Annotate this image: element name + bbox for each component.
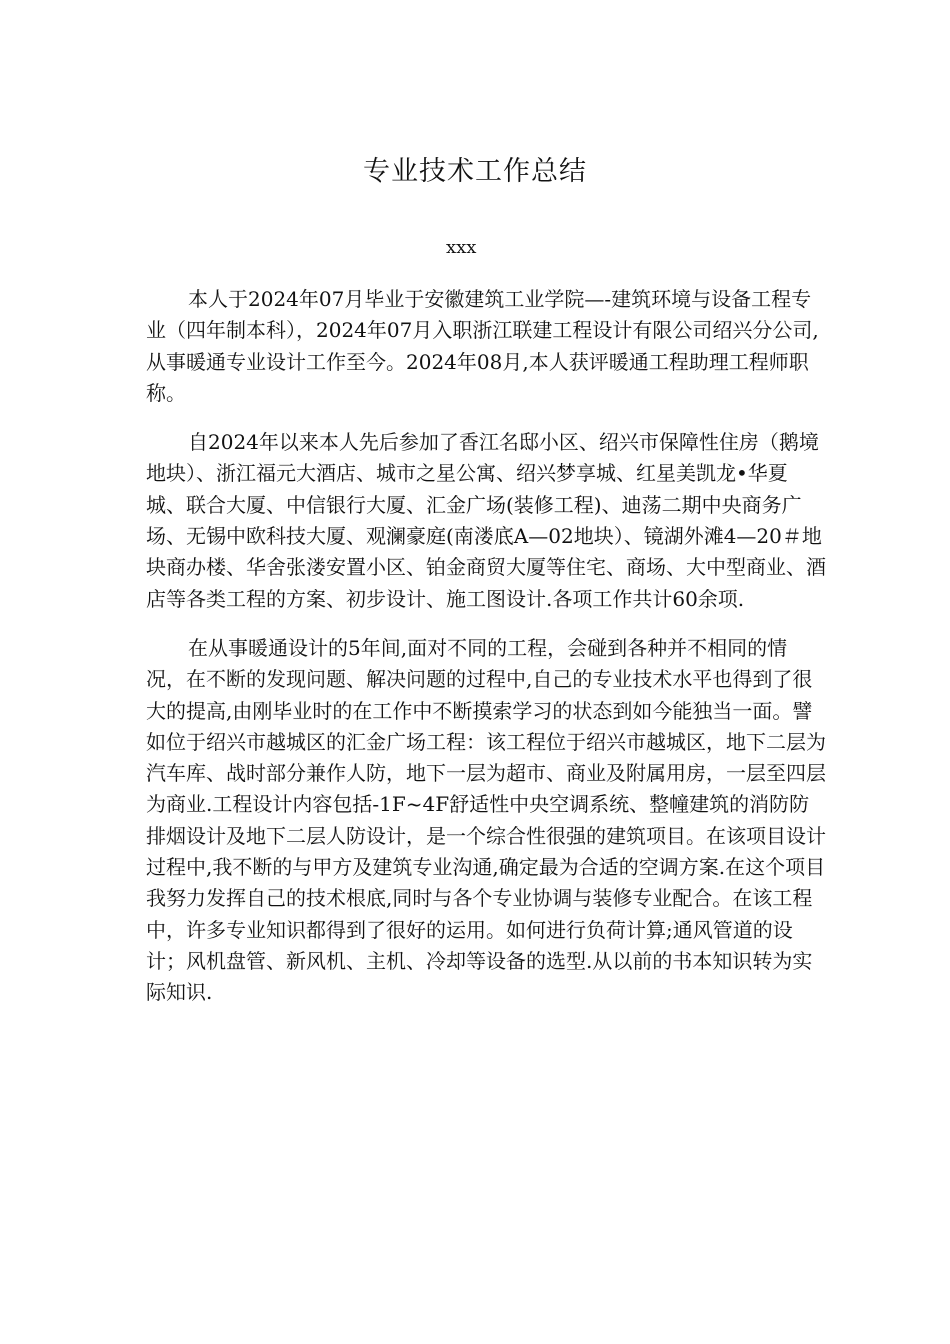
paragraph-experience: 在从事暖通设计的5年间,面对不同的工程，会碰到各种并不相同的情况，在不断的发现问题、解决问题的过程中,自己的专业技术水平也得到了很大的提高,由刚毕业时的在工作中不断摸索学习的状态到如今能独当一面。譬如位于绍兴市越城区的汇金广场工程：该工程位于绍兴市越城区，地下二层为汽车库、战时部分兼作人防，地下一层为超市、商业及附属用房，一层至四层为商业.工程设计内容包括-1F~4F舒适性中央空调系统、整幢建筑的消防防排烟设计及地下二层人防设计，是一个综合性很强的建筑项目。在该项目设计过程中,我不断的与甲方及建筑专业沟通,确定最为合适的空调方案.在这个项目我努力发挥自己的技术根底,同时与各个专业协调与装修专业配合。在该工程中，许多专业知识都得到了很好的运用。如何进行负荷计算;通风管道的设计；风机盘管、新风机、主机、冷却等设备的选型.从以前的书本知识转为实际知识. (146, 635, 826, 1005)
paragraph-education: 本人于2024年07月毕业于安徽建筑工业学院—-建筑环境与设备工程专业（四年制本科），2024年07月入职浙江联建工程设计有限公司绍兴分公司,从事暖通专业设计工作至今。2024年08月,本人获评暖通工程助理工程师职称。 (146, 287, 819, 405)
paragraph-projects: 自2024年以来本人先后参加了香江名邸小区、绍兴市保障性住房（鹅境地块）、浙江福元大酒店、城市之星公寓、绍兴梦享城、红星美凯龙•华夏城、联合大厦、中信银行大厦、汇金广场(装修工程)、迪荡二期中央商务广场、无锡中欧科技大厦、观澜豪庭(南溇底A—02地块）、镜湖外滩4—20＃地块商办楼、华舍张溇安置小区、铂金商贸大厦等住宅、商场、大中型商业、酒店等各类工程的方案、初步设计、施工图设计.各项工作共计60余项. (146, 430, 826, 611)
document-body (146, 284, 826, 1027)
document-title: 专业技术工作总结 (363, 156, 587, 187)
author-name: xxx (446, 237, 477, 258)
author-line (0, 234, 902, 262)
